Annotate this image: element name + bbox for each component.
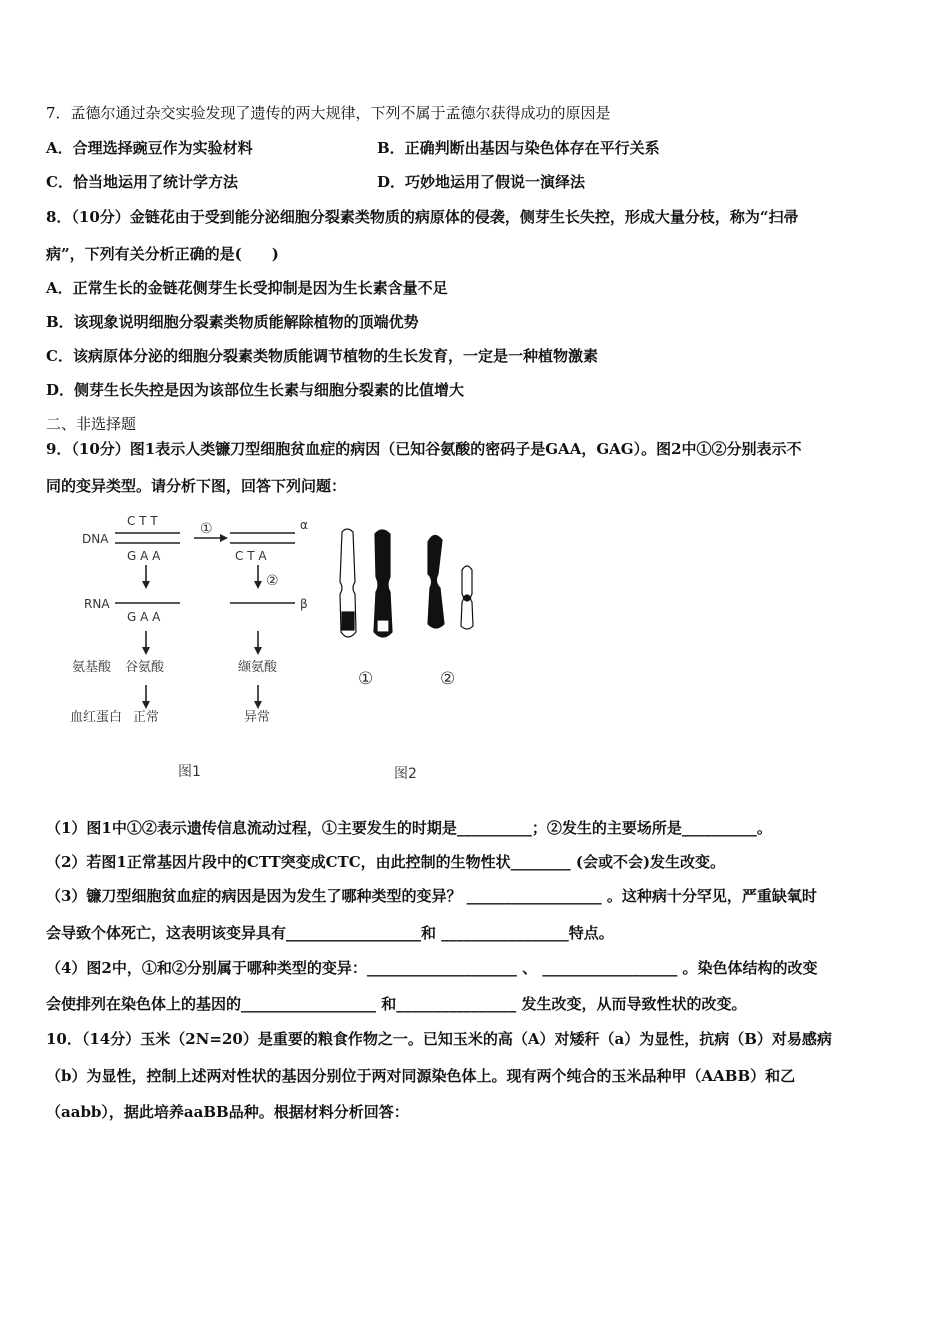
q8-option-b: B．该现象说明细胞分裂素类物质能解除植物的顶端优势 [46,313,419,331]
chromosome-1b-band [377,620,389,632]
q7-option-d: D．巧妙地运用了假说一演绎法 [377,173,586,191]
amino-acid-label: 氨基酸 [72,660,112,675]
q8-option-d: D．侧芽生长失控是因为该部位生长素与细胞分裂素的比值增大 [46,381,465,399]
figure-2-caption: 图2 [394,766,417,782]
chromosome-2b-centromere [464,595,470,601]
valine-label: 缬氨酸 [238,660,278,675]
alpha-label: α [300,518,308,532]
q9-stem-line2: 同的变异类型。请分析下图，回答下列问题： [46,477,347,495]
chromosome-1a-band [342,612,354,630]
chromosome-2a [428,535,444,628]
abnormal-label: 异常 [244,710,271,725]
q9-part-4-line2: 会使排列在染色体上的基因的__________________ 和________________ 发生改变，从而导致性状的改变。 [46,995,747,1013]
q10-stem-line3: （aabb），据此培养aaBB品种。根据材料分析回答： [46,1103,409,1121]
normal-label: 正常 [133,710,160,725]
dna-top-codon: C T T [127,514,158,528]
q9-part-1: （1）图1中①②表示遗传信息流动过程，①主要发生的时期是__________；②发生的主要场所是__________。 [46,819,772,837]
rna-codon: G A A [127,610,161,624]
q8-option-a: A．正常生长的金链花侧芽生长受抑制是因为生长素含量不足 [46,279,448,297]
q10-stem-line1: 10．（14分）玉米（2N=20）是重要的粮食作物之一。已知玉米的高（A）对矮秆（a）为显性，抗病（B）对易感病 [46,1030,832,1048]
figure-2-label-2: ② [440,669,456,689]
q8-option-c: C．该病原体分泌的细胞分裂素类物质能调节植物的生长发育，一定是一种植物激素 [46,347,598,365]
q8-stem-line1: 8．（10分）金链花由于受到能分泌细胞分裂素类物质的病原体的侵袭，侧芽生长失控，形成大量分枝，称为“扫帚 [46,208,799,226]
q7-option-a: A．合理选择豌豆作为实验材料 [46,139,253,157]
beta-label: β [300,597,308,611]
q7-option-c: C．恰当地运用了统计学方法 [46,173,238,191]
dna-label: DNA [82,532,109,546]
q9-stem-line1: 9．（10分）图1表示人类镰刀型细胞贫血症的病因（已知谷氨酸的密码子是GAA，GAG）。图2中①②分别表示不 [46,440,802,458]
rna-label: RNA [84,597,110,611]
glutamate-label: 谷氨酸 [125,660,165,675]
step-1-marker: ① [200,521,213,537]
figure-2-label-1: ① [358,669,374,689]
q7-stem: 7．孟德尔通过杂交实验发现了遗传的两大规律，下列不属于孟德尔获得成功的原因是 [46,104,611,122]
q9-part-3-line2: 会导致个体死亡，这表明该变异具有__________________和 _________________特点。 [46,924,614,942]
q9-part-2: （2）若图1正常基因片段中的CTT突变成CTC，由此控制的生物性状________ (会或不会)发生改变。 [46,853,726,871]
q9-part-4-line1: （4）图2中，①和②分别属于哪种类型的变异：____________________ 、 __________________ 。染色体结构的改变 [46,959,818,977]
q8-stem-line2: 病”，下列有关分析正确的是( ) [46,245,279,263]
figure-1-diagram [70,505,330,790]
section-heading: 二、非选择题 [46,415,137,433]
hemoglobin-label: 血红蛋白 [70,710,123,725]
figure-1-caption: 图1 [178,764,201,780]
step-2-marker: ② [266,573,279,589]
q10-stem-line2: （b）为显性，控制上述两对性状的基因分别位于两对同源染色体上。现有两个纯合的玉米品种甲（AABB）和乙 [46,1067,796,1085]
q7-option-b: B．正确判断出基因与染色体存在平行关系 [377,139,660,157]
mutant-codon: C T A [235,549,267,563]
figure-2-diagram [330,522,505,792]
dna-bottom-codon: G A A [127,549,161,563]
q9-part-3-line1: （3）镰刀型细胞贫血症的病因是因为发生了哪种类型的变异？ __________________ 。这种病十分罕见，严重缺氧时 [46,887,817,905]
